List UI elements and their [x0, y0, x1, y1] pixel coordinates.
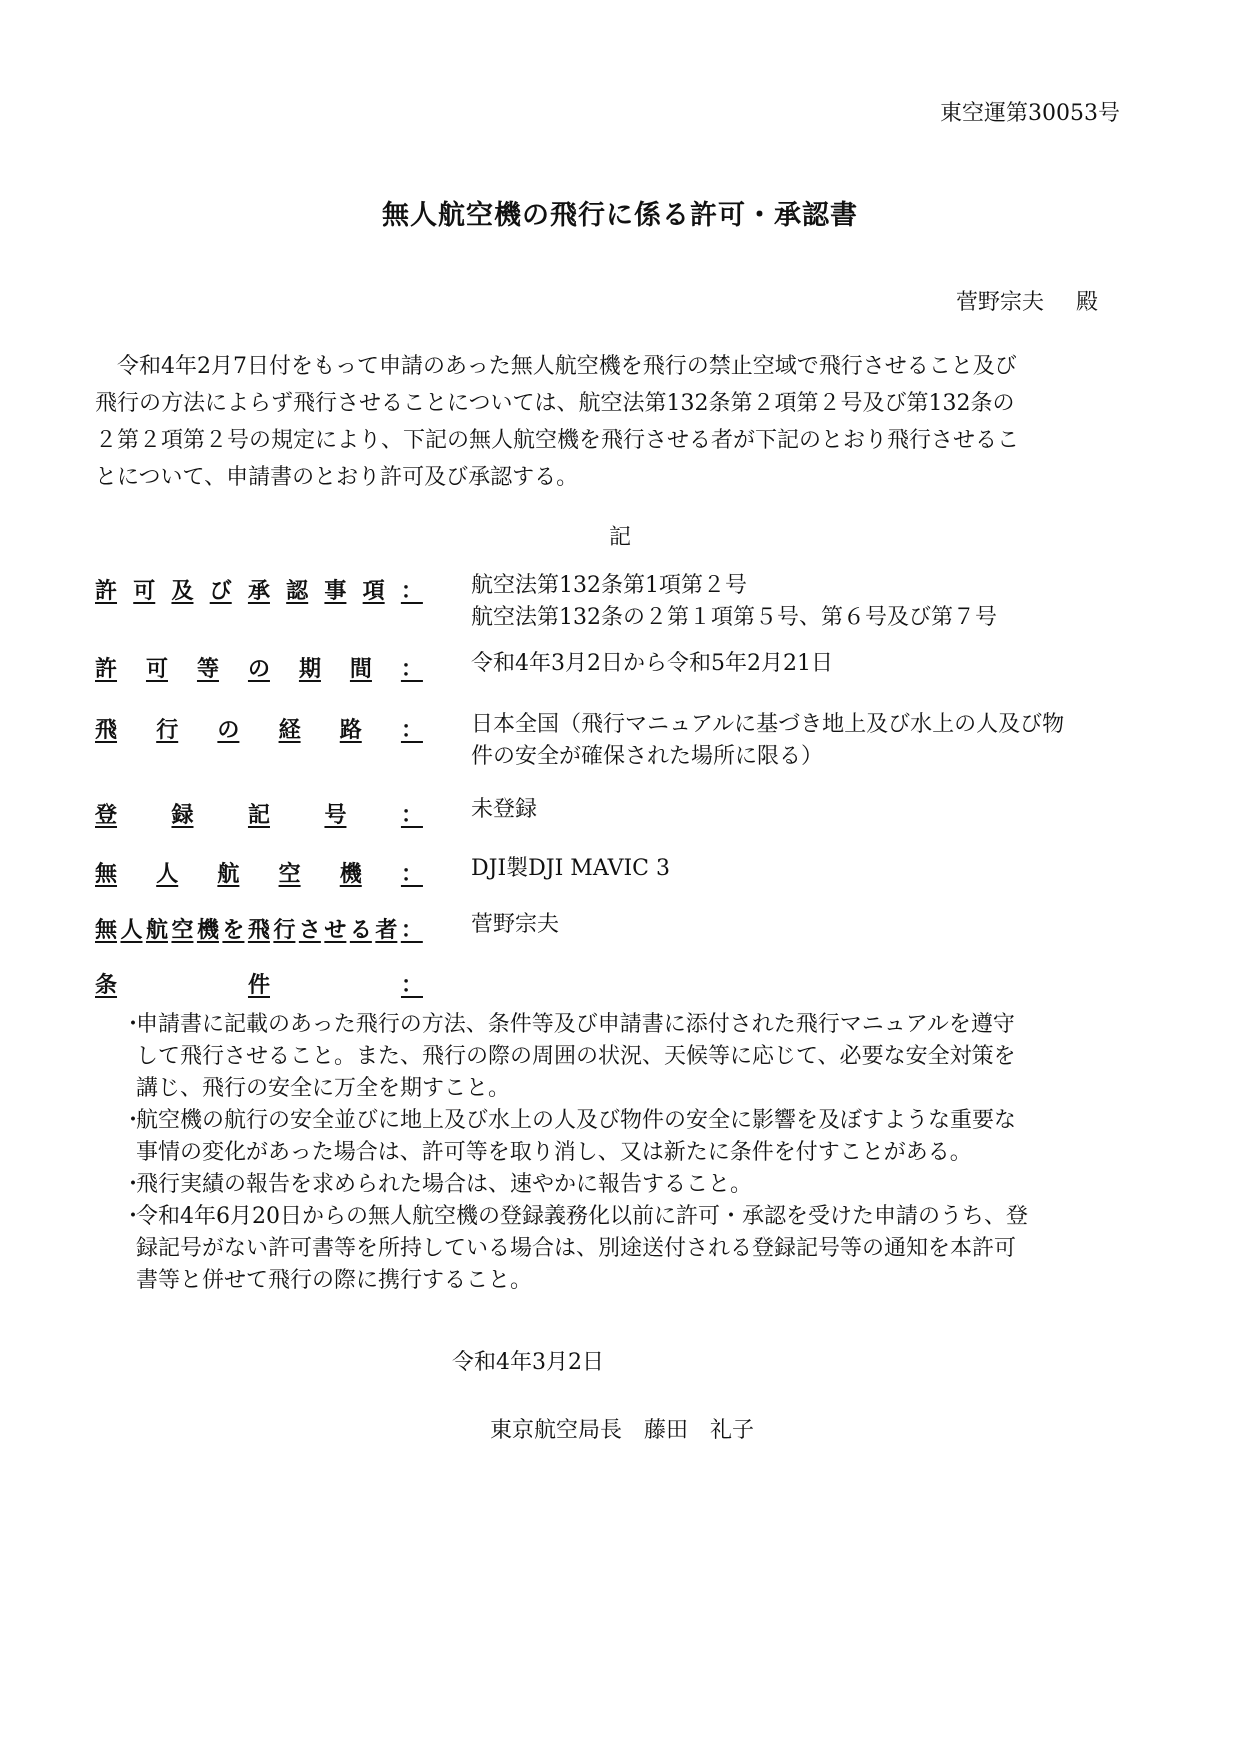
label-char: 事	[324, 578, 347, 604]
label-char: 期	[298, 656, 321, 682]
label-char: 録	[171, 802, 194, 828]
label-char: 許	[95, 578, 118, 604]
condition-item	[122, 1169, 1028, 1201]
label-char: 可	[133, 578, 156, 604]
label-char: 空	[278, 861, 301, 887]
label-char: 経	[278, 717, 301, 743]
label-char: 者	[375, 917, 398, 943]
label-char: 記	[247, 802, 270, 828]
addressee-honorific: 殿	[1076, 290, 1099, 315]
condition-line: して飛行させること。また、飛行の際の周囲の状況、天候等に応じて、必要な安全対策を	[136, 1044, 1016, 1069]
conditions-list	[122, 1009, 1028, 1297]
label-char: ：	[400, 717, 423, 743]
label-char: ：	[400, 861, 423, 887]
label-char: 無	[95, 917, 118, 943]
item-label-registration	[95, 798, 423, 829]
item-value-line: 航空法第132条第1項第２号	[471, 573, 747, 598]
addressee-name: 菅野宗夫	[956, 290, 1045, 315]
label-char: 行	[273, 917, 296, 943]
label-char: 件	[247, 972, 270, 998]
condition-line: 事情の変化があった場合は、許可等を取り消し、又は新たに条件を付すことがある。	[136, 1140, 972, 1165]
item-value-aircraft	[471, 853, 670, 885]
item-value-period	[471, 648, 833, 680]
condition-line: 録記号がない許可書等を所持している場合は、別途送付される登録記号等の通知を本許可	[136, 1236, 1017, 1261]
label-char: ：	[400, 578, 423, 604]
item-value-line: 未登録	[471, 797, 538, 822]
issuer	[490, 1413, 754, 1444]
body-paragraph	[95, 348, 1145, 496]
condition-line: ・ 飛行実績の報告を求められた場合は、速やかに報告すること。	[122, 1169, 1028, 1201]
item-value-line: 日本全国（飛行マニュアルに基づき地上及び水上の人及び物	[471, 712, 1065, 737]
label-char: 無	[95, 861, 118, 887]
item-label-permission-matters	[95, 574, 423, 605]
item-value-line: 菅野宗夫	[471, 912, 560, 937]
label-char: 及	[171, 578, 194, 604]
label-char: び	[209, 578, 232, 604]
issue-date: 令和4年3月2日	[452, 1350, 604, 1375]
label-char: さ	[298, 917, 321, 943]
item-value-line: 令和4年3月2日から令和5年2月21日	[471, 651, 833, 676]
issuer-title: 東京航空局長	[490, 1418, 623, 1443]
body-line: とについて、申請書のとおり許可及び承認する。	[95, 465, 579, 490]
condition-item	[122, 1201, 1028, 1297]
label-char: 人	[156, 861, 179, 887]
condition-item	[122, 1105, 1028, 1169]
item-value-permission-matters	[471, 570, 997, 634]
label-char: 人	[120, 917, 143, 943]
label-char: ：	[400, 917, 423, 943]
condition-line: ・ 令和4年6月20日からの無人航空機の登録義務化以前に許可・承認を受けた申請のうち、登	[122, 1201, 1028, 1233]
addressee	[956, 285, 1098, 316]
label-char: の	[217, 717, 240, 743]
item-value-line: DJI製DJI MAVIC 3	[471, 856, 671, 881]
item-label-aircraft	[95, 857, 423, 888]
label-char: の	[247, 656, 270, 682]
label-char: 行	[156, 717, 179, 743]
item-label-conditions	[95, 968, 423, 999]
label-char: 許	[95, 656, 118, 682]
document-number: 東空運第30053号	[940, 101, 1120, 126]
label-char: 路	[339, 717, 362, 743]
label-char: 間	[349, 656, 372, 682]
item-value-line: 件の安全が確保された場所に限る）	[471, 744, 824, 769]
item-value-registration	[471, 794, 537, 826]
label-char: ：	[400, 802, 423, 828]
label-char: ：	[400, 972, 423, 998]
label-char: 機	[196, 917, 219, 943]
condition-line: 書等と併せて飛行の際に携行すること。	[136, 1268, 533, 1293]
item-label-route	[95, 713, 423, 744]
condition-item	[122, 1009, 1028, 1105]
label-char: を	[222, 917, 245, 943]
condition-line: ・ 申請書に記載のあった飛行の方法、条件等及び申請書に添付された飛行マニュアルを遵守	[122, 1009, 1028, 1041]
label-char: 空	[171, 917, 194, 943]
label-char: 航	[217, 861, 240, 887]
label-char: 登	[95, 802, 118, 828]
label-char: る	[349, 917, 372, 943]
label-char: 飛	[247, 917, 270, 943]
label-char: せ	[324, 917, 347, 943]
ki-heading: 記	[608, 525, 631, 550]
item-value-line: 航空法第132条の２第１項第５号、第６号及び第７号	[471, 605, 997, 630]
label-char: 号	[324, 802, 347, 828]
label-char: 飛	[95, 717, 118, 743]
item-value-route	[471, 709, 1064, 773]
condition-line: ・ 航空機の航行の安全並びに地上及び水上の人及び物件の安全に影響を及ぼすような重要な	[122, 1105, 1028, 1137]
condition-line: 講じ、飛行の安全に万全を期すこと。	[136, 1076, 511, 1101]
label-char: 承	[247, 578, 270, 604]
label-char: 機	[339, 861, 362, 887]
body-line: ２第２項第２号の規定により、下記の無人航空機を飛行させる者が下記のとおり飛行させるこ	[95, 428, 1020, 453]
body-line: 飛行の方法によらず飛行させることについては、航空法第132条第２項第２号及び第132条の	[95, 391, 1015, 416]
label-char: 可	[145, 656, 168, 682]
body-line: 令和4年2月7日付をもって申請のあった無人航空機を飛行の禁止空域で飛行させること及び	[95, 354, 1017, 379]
label-char: 条	[95, 972, 118, 998]
item-value-operator	[471, 909, 559, 941]
label-char: 航	[145, 917, 168, 943]
item-label-period	[95, 652, 423, 683]
issuer-surname: 藤田	[644, 1418, 689, 1443]
issuer-given-name: 礼子	[710, 1418, 755, 1443]
item-label-operator	[95, 913, 423, 944]
label-char: 等	[196, 656, 219, 682]
label-char: 認	[286, 578, 309, 604]
label-char: 項	[362, 578, 385, 604]
document-title: 無人航空機の飛行に係る許可・承認書	[382, 200, 858, 231]
label-char: ：	[400, 656, 423, 682]
